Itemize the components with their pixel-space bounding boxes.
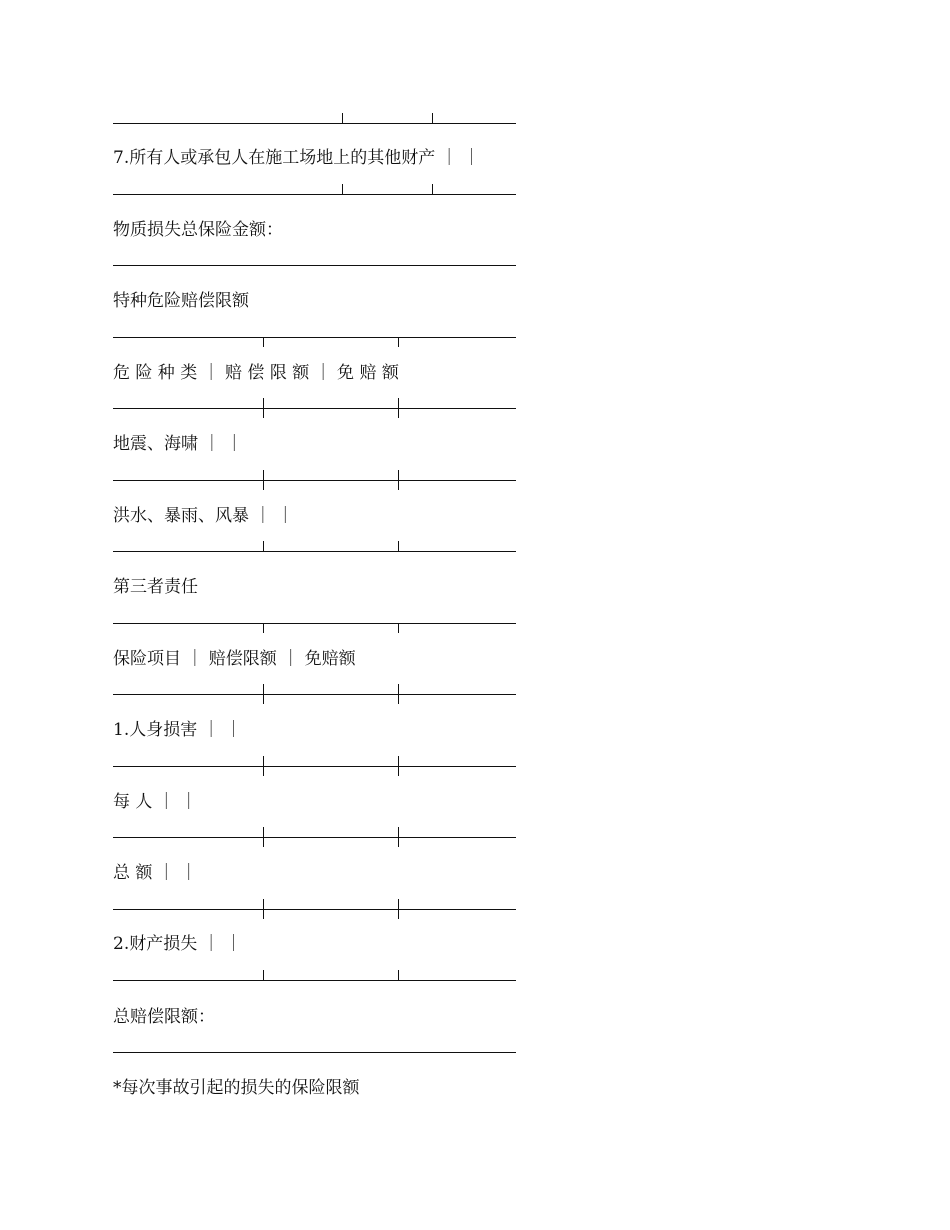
table-rule bbox=[113, 1052, 516, 1053]
table-rule bbox=[113, 623, 516, 624]
column-tick bbox=[342, 113, 343, 123]
third-party-header: 保险项目 ｜ 赔偿限额 ｜ 免赔额 bbox=[113, 649, 356, 669]
column-tick bbox=[398, 756, 399, 776]
column-tick bbox=[398, 337, 399, 347]
column-tick bbox=[263, 684, 264, 704]
footnote: *每次事故引起的损失的保险限额 bbox=[113, 1078, 360, 1098]
earthquake-row: 地震、海啸 ｜ ｜ bbox=[113, 434, 243, 454]
total-row: 总 额 ｜ ｜ bbox=[113, 863, 198, 883]
column-tick bbox=[398, 970, 399, 980]
flood-row: 洪水、暴雨、风暴 ｜ ｜ bbox=[113, 506, 294, 526]
column-tick bbox=[342, 184, 343, 194]
column-tick bbox=[432, 113, 433, 123]
table-rule bbox=[113, 194, 516, 195]
column-tick bbox=[398, 899, 399, 919]
table-rule bbox=[113, 265, 516, 266]
table-rule bbox=[113, 980, 516, 981]
column-tick bbox=[398, 470, 399, 490]
table-rule bbox=[113, 694, 516, 695]
table-rule bbox=[113, 837, 516, 838]
table-rule bbox=[113, 909, 516, 910]
column-tick bbox=[263, 970, 264, 980]
table-rule bbox=[113, 766, 516, 767]
special-risk-title: 特种危险赔偿限额 bbox=[113, 291, 249, 311]
column-tick bbox=[263, 899, 264, 919]
column-tick bbox=[263, 470, 264, 490]
column-tick bbox=[263, 756, 264, 776]
third-party-title: 第三者责任 bbox=[113, 577, 198, 597]
total-material-sum: 物质损失总保险金额： bbox=[113, 220, 283, 240]
bodily-injury-row: 1.人身损害 ｜ ｜ bbox=[113, 720, 243, 740]
total-limit-label: 总赔偿限额： bbox=[113, 1007, 215, 1027]
per-person-row: 每 人 ｜ ｜ bbox=[113, 792, 198, 812]
column-tick bbox=[263, 337, 264, 347]
column-tick bbox=[398, 684, 399, 704]
column-tick bbox=[398, 623, 399, 633]
column-tick bbox=[398, 541, 399, 551]
column-tick bbox=[398, 398, 399, 418]
property-loss-row: 2.财产损失 ｜ ｜ bbox=[113, 934, 243, 954]
table-rule bbox=[113, 337, 516, 338]
column-tick bbox=[263, 827, 264, 847]
column-tick bbox=[432, 184, 433, 194]
column-tick bbox=[398, 827, 399, 847]
table-rule bbox=[113, 480, 516, 481]
column-tick bbox=[263, 623, 264, 633]
table-rule bbox=[113, 123, 516, 124]
column-tick bbox=[263, 541, 264, 551]
column-tick bbox=[263, 398, 264, 418]
table-rule bbox=[113, 551, 516, 552]
table-rule bbox=[113, 408, 516, 409]
special-risk-header: 危 险 种 类 ｜ 赔 偿 限 额 ｜ 免 赔 额 bbox=[113, 363, 399, 383]
item-7-row: 7.所有人或承包人在施工场地上的其他财产 ｜ ｜ bbox=[113, 148, 481, 168]
